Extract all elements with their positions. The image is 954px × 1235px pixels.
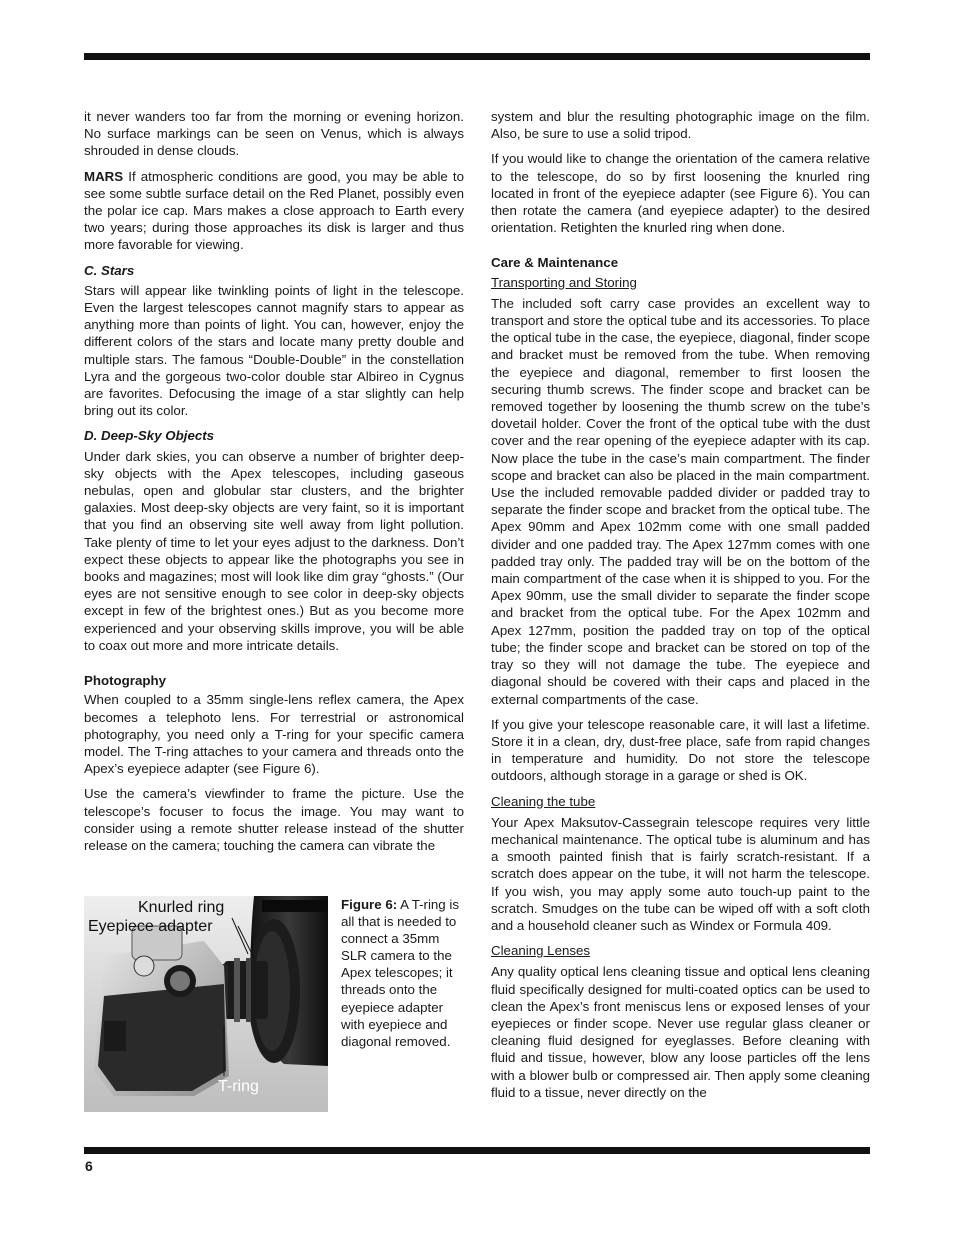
transporting-heading: Transporting and Storing: [491, 274, 637, 290]
photography-paragraph-1: When coupled to a 35mm single-lens reflex camera, the Apex becomes a telephoto lens. For terrestrial or astronomical photography, you need only a T-ring for your specific camera model. The T-ring attaches to your camera and threads onto the Apex’s eyepiece adapter (see Figure 6).: [84, 692, 464, 777]
photography-continued: system and blur the resulting photographic image on the film. Also, be sure to use a solid tripod.: [491, 109, 870, 142]
left-column: [84, 108, 464, 862]
mars-text: If atmospheric conditions are good, you may be able to see some subtle surface detail on the Red Planet, possibly even the polar ice cap. Mars makes a close approach to Earth every two years; during those approaches its disk is larger and thus more favorable for viewing.: [84, 168, 464, 253]
cleaning-lenses-heading: Cleaning Lenses: [491, 943, 591, 959]
venus-paragraph: it never wanders too far from the morning or evening horizon. No surface markings can be seen on Venus, which is always shrouded in dense clouds.: [84, 109, 464, 159]
figure-6-caption-text: A T-ring is all that is needed to connect a 35mm SLR camera to the Apex telescopes; it threads onto the eyepiece adapter with eyepiece and diagonal removed.: [341, 897, 459, 1049]
mars-label: MARS: [84, 168, 124, 184]
cleaning-lenses-paragraph: Any quality optical lens cleaning tissue and optical lens cleaning fluid specifically designed for multi-coated optics can be used to clean the Apex’s front meniscus lens or exposed lenses of your eyepieces or finder scope. Never use regular glass cleaner or cleaning fluid designed for eyeglasses. Before cleaning with fluid and tissue, however, blow any loose particles off the lens with a blower bulb or compressed air. Then apply some cleaning fluid to a tissue, never directly on the: [491, 964, 870, 1100]
orientation-paragraph: If you would like to change the orientation of the camera relative to the telescope, do so by first loosening the knurled ring located in front of the eyepiece adapter (see Figure 6). You can then rotate the camera (and eyepiece adapter) to the desired orientation. Retighten the knurled ring when done.: [491, 151, 870, 236]
care-maintenance-heading: Care & Maintenance: [491, 255, 619, 271]
transporting-paragraph: The included soft carry case provides an excellent way to transport and store the optical tube and its accessories. To place the optical tube in the case, the eyepiece, diagonal, finder scope and bracket must be removed from the tube. When removing the eyepiece and diagonal, remember to first loosen the securing thumb screws. The finder scope and bracket can be removed together by loosening the thumb screw on the tube’s dovetail holder. Cover the front of the optical tube with the dust cover and the rear opening of the eyepiece adapter with its cap. Now place the tube in the case’s main compartment. The finder scope and bracket can also be placed in the main compartment. Use the included removable padded divider or padded tray to separate the finder scope and bracket from the optical tube. The Apex 90mm and Apex 102mm come with one small padded divider and one padded tray. The Apex 127mm comes with one padded tray only. The padded tray will be on the bottom of the main compartment of the case when it is shipped to you. For the Apex 90mm, use the small divider to separate the finder scope and bracket from the optical tube. For the Apex 102mm and Apex 127mm, position the padded tray on top of the optical tube; the finder scope and bracket can be stored on top of the tray so they will not damage the tube. The eyepiece and diagonal should be covered with their caps and placed in the external compartments of the case.: [491, 295, 870, 707]
page-number: 6: [85, 1158, 93, 1174]
deepsky-paragraph: Under dark skies, you can observe a number of brighter deep-sky objects with the Apex telescopes, including gaseous nebulas, open and globular star clusters, and the brighter galaxies. Most deep-sky objects are very faint, so it is important that you find an observing site well away from light pollution. Take plenty of time to let your eyes adjust to the darkness. Don’t expect these objects to appear like the photographs you see in books and magazines; most will look like dim gray “ghosts.” (Our eyes are not sensitive enough to see color in deep-sky objects except in few of the brightest ones.) But as you become more experienced and your observing skills improve, you will be able to coax out more and more intricate details.: [84, 448, 464, 653]
label-knurled-ring: Knurled ring: [138, 899, 225, 916]
photography-paragraph-2: Use the camera’s viewfinder to frame the picture. Use the telescope’s focuser to focus the image. You may want to consider using a remote shutter release instead of the shutter release on the camera; touching the camera can vibrate the: [84, 786, 464, 853]
stars-heading: C. Stars: [84, 262, 135, 278]
figure-6-caption: [341, 896, 466, 1050]
cleaning-tube-paragraph: Your Apex Maksutov-Cassegrain telescope requires very little mechanical maintenance. The optical tube is aluminum and has a smooth painted finish that is fairly scratch-resistant. If a scratch does appear on the tube, it will not harm the telescope. If you wish, you may apply some auto touch-up paint to the scratch. Smudges on the tube can be wiped off with a soft cloth and a household cleaner such as Windex or Formula 409.: [491, 814, 870, 933]
figure-6-photo: [84, 896, 328, 1112]
figure-6-label: Figure 6:: [341, 897, 398, 912]
photography-heading: Photography: [84, 673, 166, 689]
stars-paragraph: Stars will appear like twinkling points of light in the telescope. Even the largest telescopes cannot magnify stars to appear as anything more than points of light. You can, however, enjoy the different colors of the stars and locate many pretty double and multiple stars. The famous “Double-Double” in the constellation Lyra and the gorgeous two-color double star Albireo in Cygnus are favorites. Defocusing the image of a star slightly can help bring out its color.: [84, 282, 464, 419]
cleaning-tube-heading: Cleaning the tube: [491, 793, 596, 809]
deepsky-heading: D. Deep-Sky Objects: [84, 428, 215, 444]
label-eyepiece-adapter: Eyepiece adapter: [88, 918, 213, 935]
care-paragraph: If you give your telescope reasonable care, it will last a lifetime. Store it in a clean, dry, dust-free place, safe from rapid changes in temperature and humidity. Do not store the telescope outdoors, although storage in a garage or shed is OK.: [491, 716, 870, 784]
bottom-rule: [84, 1147, 870, 1154]
top-rule: [84, 53, 870, 60]
right-column: [491, 108, 870, 1105]
label-t-ring: T-ring: [218, 1078, 259, 1095]
mars-paragraph: [84, 168, 464, 254]
